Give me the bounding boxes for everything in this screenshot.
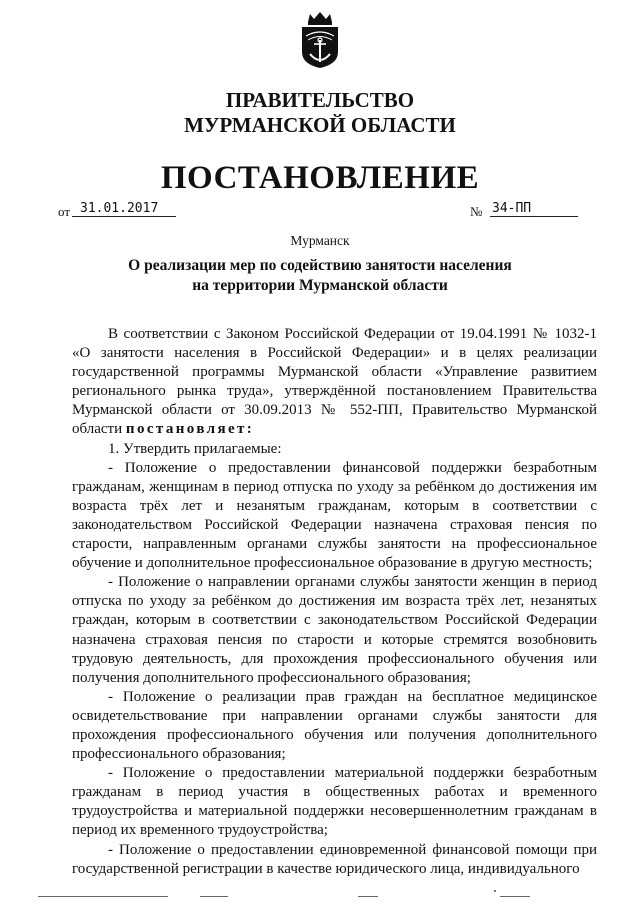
city: Мурманск bbox=[290, 233, 350, 248]
regulation-4: - Положение о предоставлении материальной поддержки безработным гражданам в период участия в общественных работах и временного трудоустройства и материальной поддержки несовершеннолетним гражданам в период их временного трудоустройства; bbox=[72, 765, 597, 839]
coat-of-arms-icon bbox=[296, 10, 344, 70]
org-name-line2: МУРМАНСКОЙ ОБЛАСТИ bbox=[184, 113, 456, 137]
footer-line-mid bbox=[200, 896, 228, 897]
footer-line-left bbox=[38, 896, 168, 897]
regulation-5: - Положение о предоставлении единовременной финансовой помощи при государственной регистрации в качестве юридического лица, индивидуального bbox=[72, 841, 597, 877]
document-title bbox=[0, 256, 640, 296]
document-date: 31.01.2017 bbox=[72, 201, 176, 217]
footer-line-right bbox=[500, 896, 530, 897]
item-1: 1. Утвердить прилагаемые: bbox=[108, 440, 282, 457]
intro-text: В соответствии с Законом Российской Федерации от 19.04.1991 № 1032-1 «О занятости населения в Российской Федерации» и в целях реализации государственной программы Мурманской области «Управление развитием регионального рынка труда», утверждённой постановлением Правительства Мурманской области от 30.09.2013 № 552-ПП, Правительство Мурманской области bbox=[72, 326, 597, 438]
scan-speck bbox=[494, 890, 496, 892]
intro-paragraph bbox=[72, 325, 597, 440]
title-line2: на территории Мурманской области bbox=[192, 277, 448, 294]
document-type: ПОСТАНОВЛЕНИЕ bbox=[160, 160, 480, 196]
resolves-word: постановляет: bbox=[125, 421, 255, 438]
number-prefix: № bbox=[470, 204, 483, 219]
document-body bbox=[72, 325, 597, 879]
date-prefix: от bbox=[58, 204, 71, 219]
regulation-3: - Положение о реализации прав граждан на бесплатное медицинское освидетельствование при направлении органами службы занятости для прохождения профессионального обучения или получения дополнительного профессионального образования; bbox=[72, 688, 597, 763]
title-line1: О реализации мер по содействию занятости населения bbox=[128, 257, 512, 274]
regulation-1: - Положение о предоставлении финансовой поддержки безработным гражданам, женщинам в период отпуска по уходу за ребёнком до достижения им возраста трёх лет и незанятым гражданам, которым в соответствии с законодательством Российской Федерации назначена страховая пенсия по старости, направленным органами службы занятости на профессиональное обучение и дополнительное профессиональное образование в другую местность; bbox=[72, 459, 597, 572]
document-number: 34-ПП bbox=[490, 201, 578, 217]
org-name-line1: ПРАВИТЕЛЬСТВО bbox=[225, 88, 415, 112]
footer-line-mid2 bbox=[358, 896, 378, 897]
regulation-2: - Положение о направлении органами службы занятости женщин в период отпуска по уходу за ребёнком до достижения им возраста трёх лет, незанятых граждан, которым в соответствии с законодательством Российской Федерации назначена страховая пенсия по старости и которые стремятся возобновить трудовую деятельность, для прохождения профессионального обучения или получения дополнительного профессионального образования; bbox=[72, 574, 597, 686]
